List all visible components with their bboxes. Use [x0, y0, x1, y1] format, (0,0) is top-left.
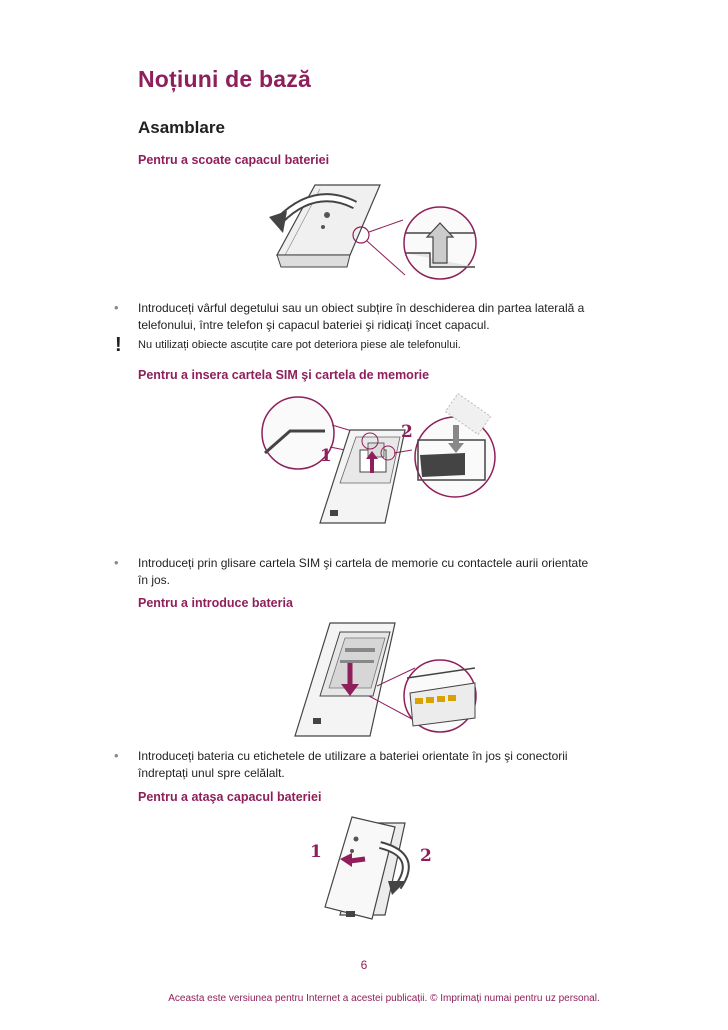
section-subtitle: Asamblare — [138, 118, 225, 137]
footer-note: Aceasta este versiunea pentru Internet a acestei publicații. © Imprimați numai pentru uz personal. — [168, 993, 600, 1004]
instruction-insert-battery: Introduceți bateria cu etichetele de utilizare a bateriei orientate în jos şi conectorii îndreptați unul spre celălalt. — [138, 749, 568, 780]
bullet-marker: • — [114, 300, 119, 315]
step-marker-2: 2 — [401, 422, 413, 442]
page-number: 6 — [360, 958, 368, 972]
heading-insert-sim: Pentru a insera cartela SIM şi cartela de memorie — [138, 368, 430, 382]
step-marker-2: 2 — [420, 846, 432, 866]
illustration-remove-cover — [255, 175, 475, 285]
heading-remove-cover: Pentru a scoate capacul bateriei — [138, 153, 330, 167]
illustration-insert-sim — [260, 395, 500, 535]
step-marker-1: 1 — [310, 842, 322, 862]
instruction-remove-cover: Introduceți vârful degetului sau un obiect subțire în deschiderea din partea laterală a telefonului, între telefon şi capacul bateriei şi ridicați încet capacul. — [138, 301, 585, 332]
illustration-attach-cover — [310, 815, 445, 925]
illustration-insert-battery — [285, 618, 485, 740]
warning-icon: ! — [115, 334, 122, 356]
warning-text: Nu utilizați obiecte ascuțite care pot deteriora piese ale telefonului. — [138, 339, 461, 351]
instruction-insert-sim: Introduceți prin glisare cartela SIM şi cartela de memorie cu contactele aurii orientate în jos. — [138, 556, 589, 587]
heading-attach-cover: Pentru a ataşa capacul bateriei — [138, 790, 322, 804]
heading-insert-battery: Pentru a introduce bateria — [138, 596, 293, 610]
step-marker-1: 1 — [320, 446, 332, 466]
bullet-marker: • — [114, 555, 119, 570]
bullet-marker: • — [114, 748, 119, 763]
page-title: Noțiuni de bază — [138, 66, 311, 92]
